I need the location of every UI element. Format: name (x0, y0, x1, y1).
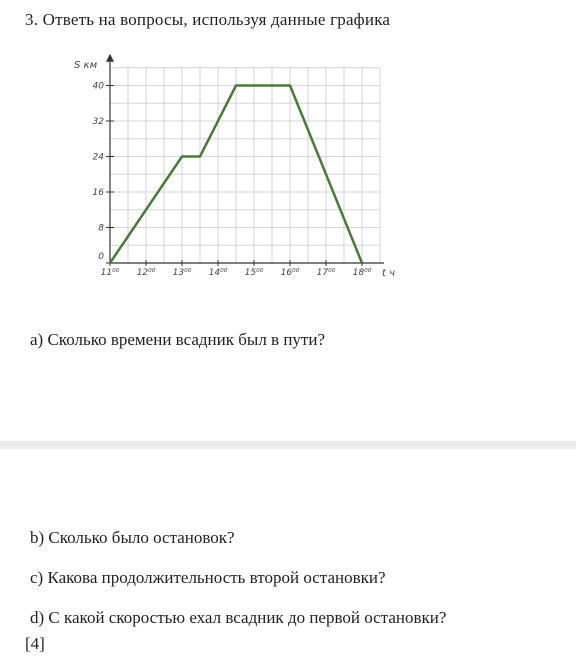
y-axis-label: S км (74, 60, 98, 71)
question-a: a) Сколько времени всадник был в пути? (30, 330, 326, 349)
chart-grid (110, 68, 380, 263)
question-c: c) Какова продолжительность второй остановки? (30, 568, 386, 587)
x-tick-label: 11⁰⁰ (100, 268, 120, 278)
x-tick-label: 18⁰⁰ (352, 268, 372, 278)
y-tick-label: 32 (92, 117, 104, 127)
x-tick-label: 12⁰⁰ (136, 268, 156, 278)
x-tick-label: 15⁰⁰ (244, 268, 264, 278)
distance-time-chart (0, 0, 576, 300)
y-tick-labels (93, 82, 114, 264)
y-tick-label: 16 (92, 188, 104, 198)
points-label: [4] (25, 634, 45, 653)
y-tick-label: 24 (92, 152, 104, 163)
x-tick-label: 13⁰⁰ (172, 268, 192, 278)
section-divider (0, 441, 576, 449)
question-d: d) С какой скоростью ехал всадник до первой остановки? (30, 608, 447, 627)
x-tick-label: 14⁰⁰ (208, 268, 228, 278)
task-title: 3. Ответь на вопросы, используя данные графика (25, 10, 391, 29)
y-tick-label: 8 (98, 223, 104, 234)
y-tick-label: 40 (92, 81, 104, 92)
y-tick-label: 0 (98, 252, 104, 262)
question-b: b) Сколько было остановок? (30, 528, 235, 547)
x-axis-label: t ч (382, 268, 396, 279)
x-tick-label: 17⁰⁰ (316, 268, 336, 278)
x-tick-label: 16⁰⁰ (280, 268, 300, 278)
y-axis-arrow-icon (106, 54, 114, 62)
